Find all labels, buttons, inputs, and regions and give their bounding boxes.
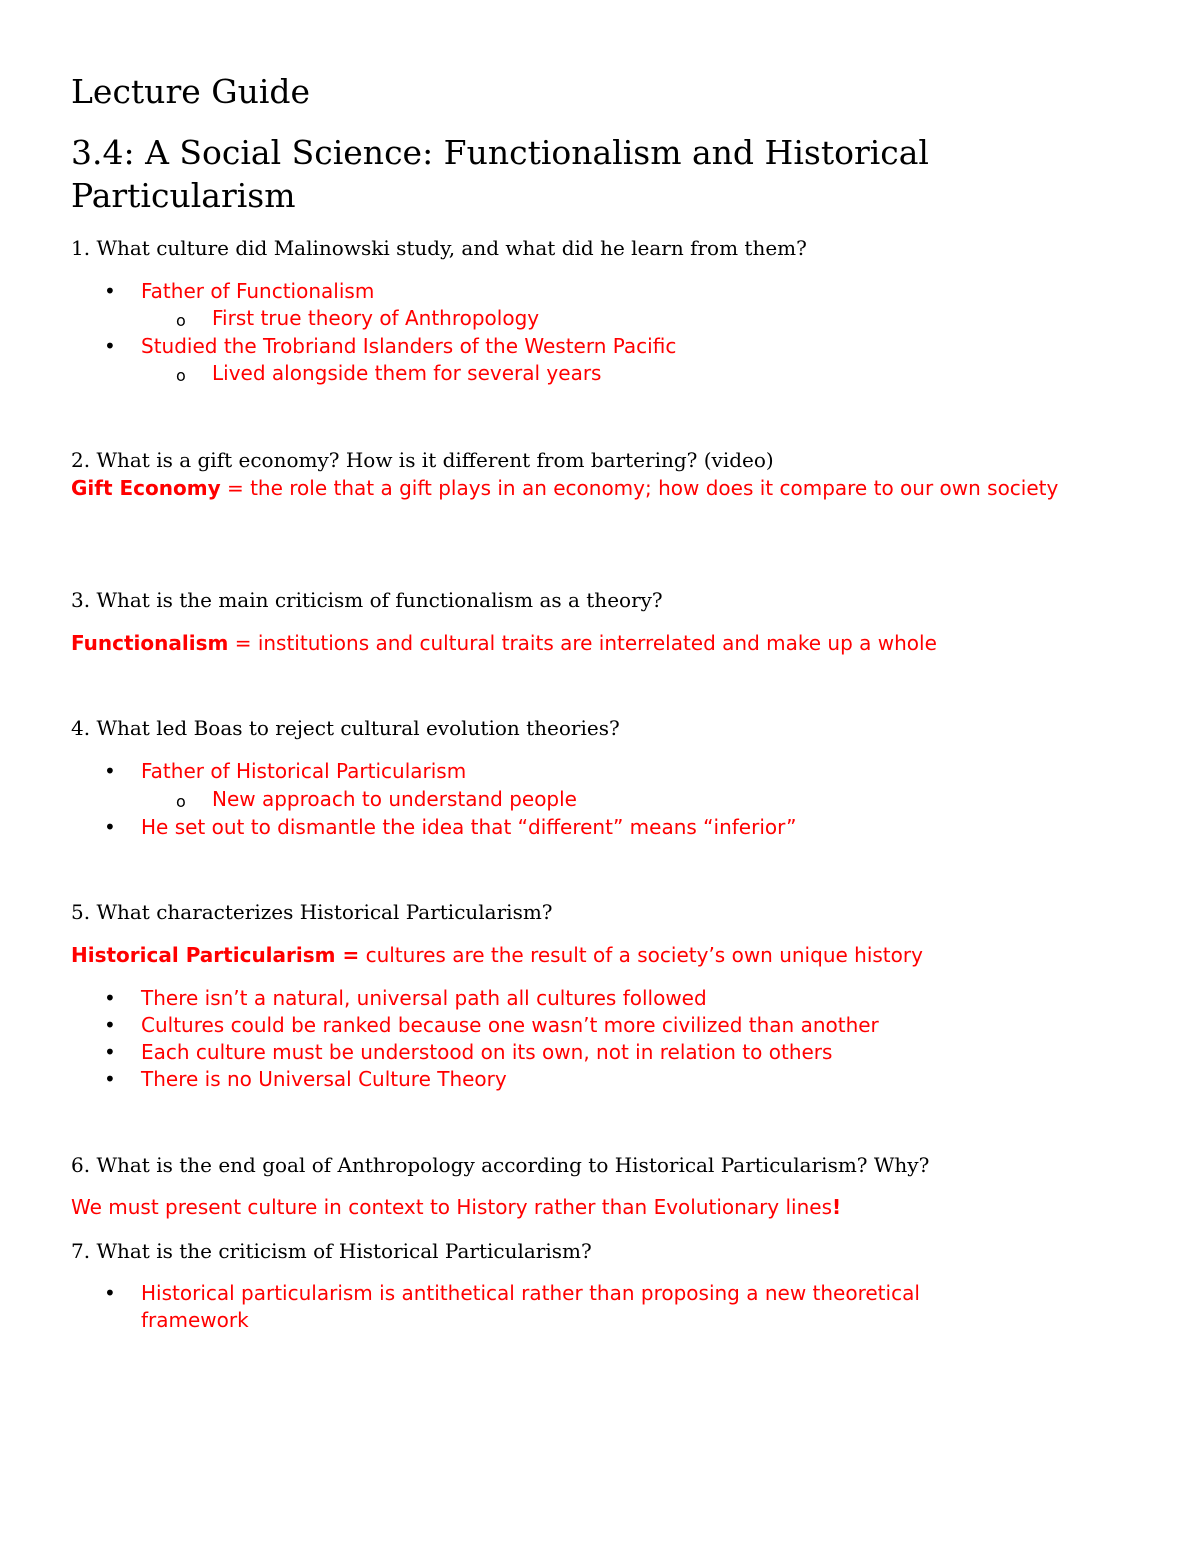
bullet-icon: • [104,815,116,839]
q5-term: Historical Particularism = [71,943,360,967]
q1-bullet-1-text: Father of Functionalism [141,279,375,303]
bullet-icon: • [104,759,116,783]
question-6: 6. What is the end goal of Anthropology according to Historical Particularism? Why? [71,1153,930,1177]
question-7: 7. What is the criticism of Historical Particularism? [71,1239,592,1263]
sub-bullet-icon: o [176,311,186,330]
q4-sub-bullet-1-text: New approach to understand people [212,787,577,811]
q1-bullet-2-text: Studied the Trobriand Islanders of the Western Pacific [141,334,677,358]
bullet-icon: • [104,1013,116,1037]
question-4: 4. What led Boas to reject cultural evolution theories? [71,716,620,740]
q7-bullet-1-text: Historical particularism is antithetical rather than proposing a new theoretical framework [141,1281,920,1332]
q6-answer [71,1194,1081,1221]
q2-term: Gift Economy [71,476,221,500]
bullet-icon: • [104,334,116,358]
bullet-icon: • [104,986,116,1010]
q1-sub-bullet-2-text: Lived alongside them for several years [212,361,602,385]
q5-definition: cultures are the result of a society’s own unique history [359,943,923,967]
q1-sub-bullet-1-text: First true theory of Anthropology [212,306,540,330]
bullet-icon: • [104,1040,116,1064]
question-1: 1. What culture did Malinowski study, and what did he learn from them? [71,236,807,260]
bullet-icon: • [104,1281,116,1305]
document-subtitle: 3.4: A Social Science: Functionalism and Historical Particularism [71,133,929,215]
sub-bullet-icon: o [176,366,186,385]
question-5: 5. What characterizes Historical Particularism? [71,900,553,924]
q2-definition: = the role that a gift plays in an economy; how does it compare to our own society [220,476,1059,500]
q3-definition: = institutions and cultural traits are interrelated and make up a whole [228,631,937,655]
bullet-icon: • [104,1067,116,1091]
q7-bullet-1 [104,1280,1004,1340]
q2-answer [71,474,1081,502]
q5-bullet-4-text: There is no Universal Culture Theory [141,1067,507,1091]
q4-bullet-2-text: He set out to dismantle the idea that “different” means “inferior” [141,815,797,839]
document-title: Lecture Guide [71,72,311,111]
q3-answer [71,630,1081,657]
q6-answer-exclamation: ! [832,1195,842,1219]
q3-term: Functionalism [71,631,229,655]
q6-answer-text: We must present culture in context to History rather than Evolutionary lines [71,1195,833,1219]
q5-answer [71,942,1081,969]
q5-bullet-1-text: There isn’t a natural, universal path all cultures followed [141,986,707,1010]
bullet-icon: • [104,279,116,303]
question-2: 2. What is a gift economy? How is it different from bartering? (video) [71,448,774,472]
q4-bullet-1-text: Father of Historical Particularism [141,759,467,783]
question-3: 3. What is the main criticism of functionalism as a theory? [71,588,663,612]
sub-bullet-icon: o [176,792,186,811]
q5-bullet-3-text: Each culture must be understood on its own, not in relation to others [141,1040,833,1064]
q5-bullet-2-text: Cultures could be ranked because one wasn’t more civilized than another [141,1013,879,1037]
